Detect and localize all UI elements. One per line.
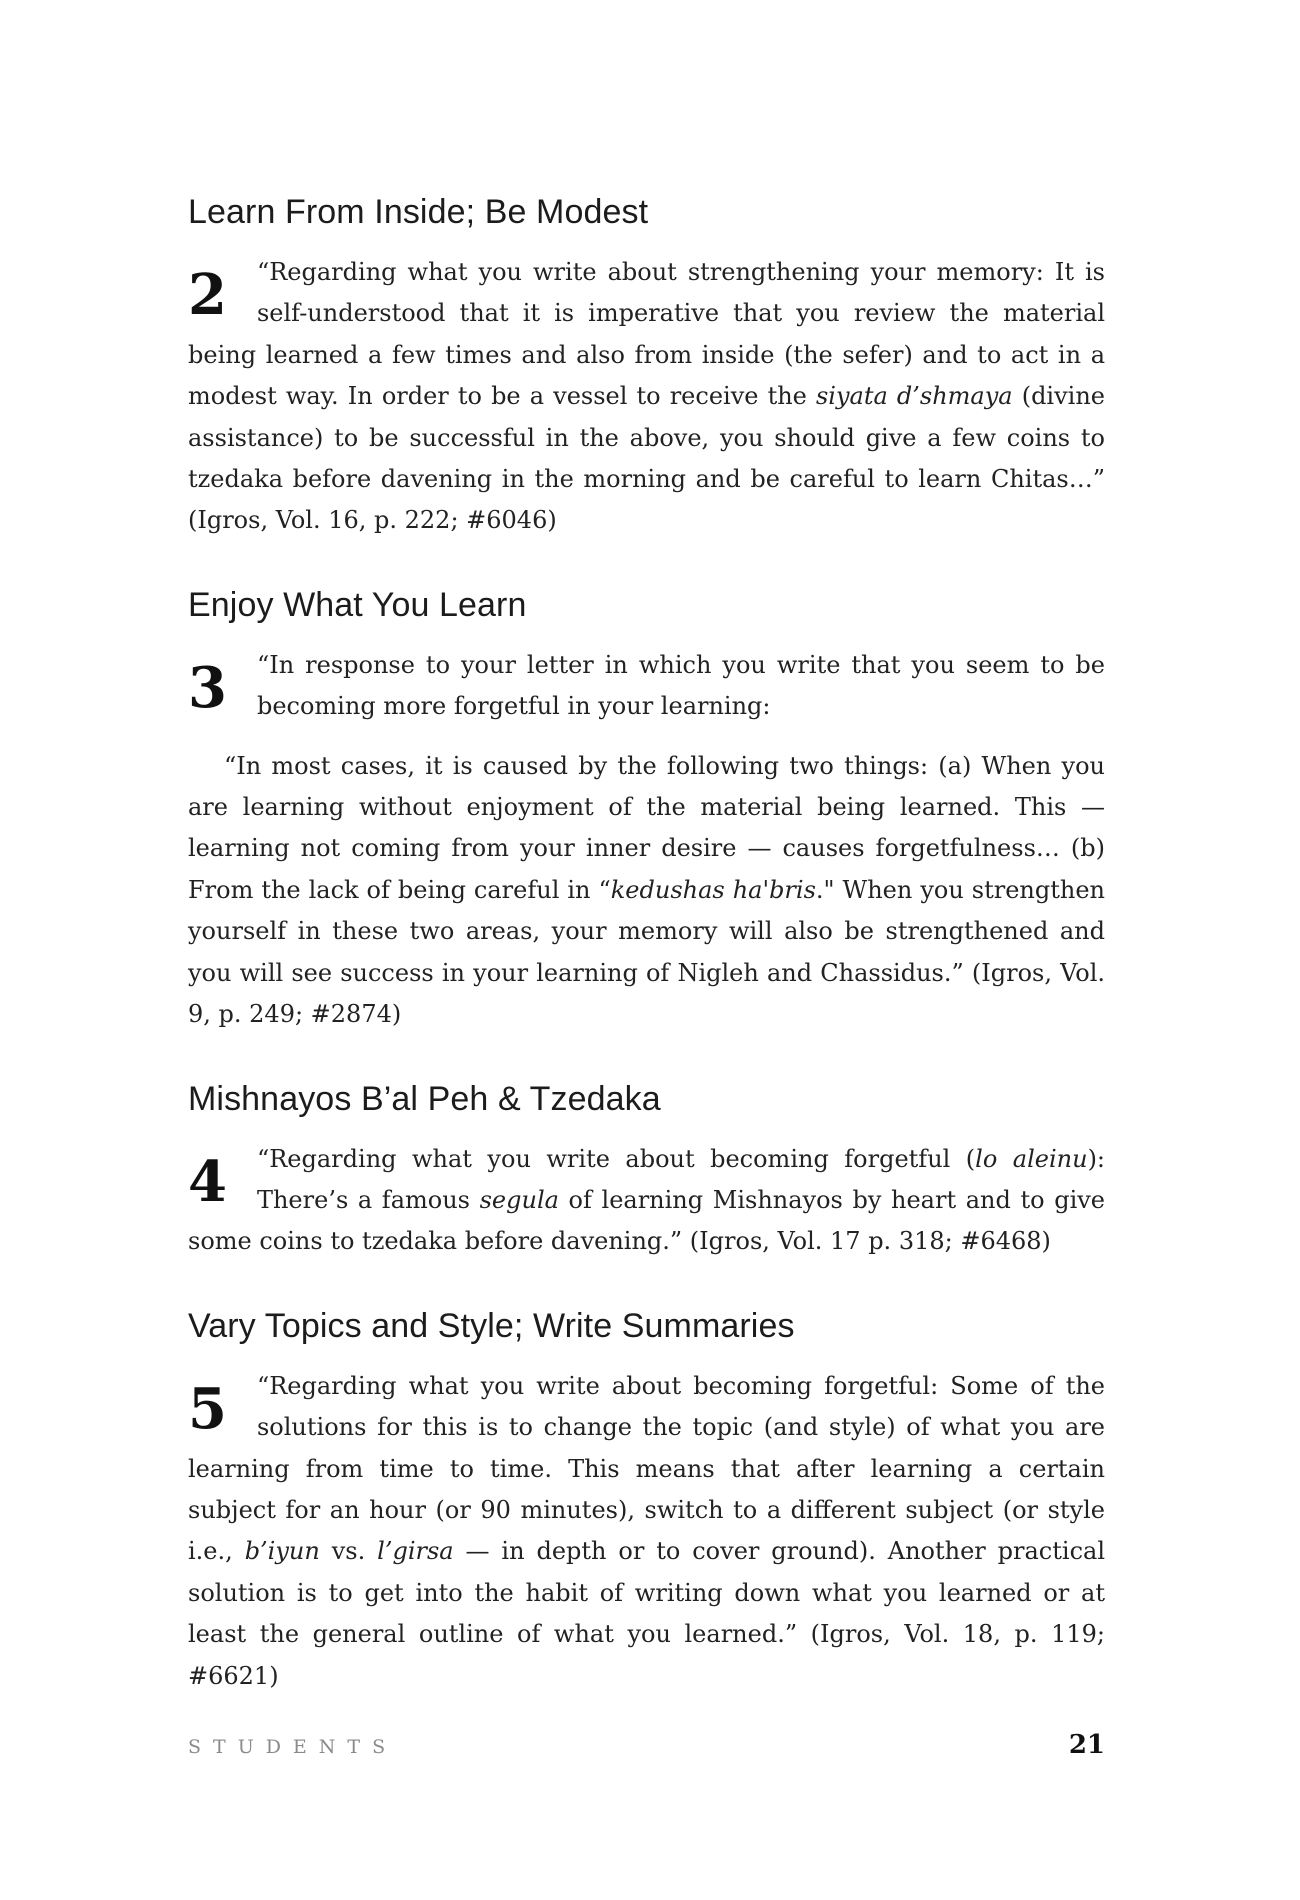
section-paragraph bbox=[188, 645, 1105, 728]
running-head: STUDENTS bbox=[188, 1736, 398, 1758]
text-run: (divine assistance) to be successful in the above, you should give a few coins to tzedaka before davening in the morning and be careful to learn Chitas…” (Igros, Vol. 16, p. 222; #6046) bbox=[188, 382, 1106, 535]
text-run: of learning Mishnayos by heart and to give some coins to tzedaka before davening.” (Igros, Vol. 17 p. 318; #6468) bbox=[188, 1185, 1106, 1256]
text-run: ): There’s a famous bbox=[256, 1144, 1106, 1214]
drop-cap-number: 4 bbox=[188, 1148, 227, 1215]
section-heading: Learn From Inside; Be Modest bbox=[188, 193, 649, 231]
section-3 bbox=[188, 581, 1105, 1036]
page-footer bbox=[188, 1730, 1105, 1766]
text-run: “Regarding what you write about strengthening your memory: It is self-understood that it is imperative that you review the material being learned a few times and also from inside (the sefer) and to act in a modest way. In order to be a vessel to receive the bbox=[188, 258, 1105, 411]
text-run: “In most cases, it is caused by the following two things: (a) When you are learning without enjoyment of the material being learned. This — learning not coming from your inner desire — causes forgetfulness… (b) From the lack of being careful in “ bbox=[188, 751, 1105, 904]
section-paragraph-continued bbox=[188, 746, 1105, 1036]
text-run: “Regarding what you write about becoming forgetful ( bbox=[256, 1144, 976, 1173]
italic-term: lo aleinu bbox=[975, 1144, 1088, 1173]
italic-term: segula bbox=[479, 1185, 559, 1214]
italic-term: kedushas ha'bris bbox=[610, 875, 816, 904]
section-paragraph bbox=[188, 252, 1105, 542]
text-run: “Regarding what you write about becoming forgetful: Some of the solutions for this is to change the topic (and style) of what you are learning from time to time. This means that after learning a certain subject for an hour (or 90 minutes), switch to a different subject (or style i.e., bbox=[188, 1371, 1105, 1566]
drop-cap-number: 2 bbox=[188, 262, 227, 328]
section-heading: Mishnayos B’al Peh & Tzedaka bbox=[188, 1079, 661, 1118]
text-run: “In response to your letter in which you write that you seem to be becoming more forgetful in your learning: bbox=[256, 650, 1105, 721]
section-4 bbox=[188, 1075, 1105, 1263]
section-2 bbox=[188, 188, 1105, 542]
section-5 bbox=[188, 1302, 1105, 1697]
drop-cap-number: 5 bbox=[188, 1375, 227, 1442]
section-heading: Vary Topics and Style; Write Summaries bbox=[188, 1306, 795, 1345]
section-heading: Enjoy What You Learn bbox=[188, 585, 527, 624]
italic-term: b’iyun bbox=[244, 1537, 320, 1566]
italic-term: l’girsa bbox=[377, 1537, 454, 1566]
page-number: 21 bbox=[1068, 1730, 1105, 1760]
text-run: — in depth or to cover ground). Another practical solution is to get into the habit of writing down what you learned or at least the general outline of what you learned.” (Igros, Vol. 18, p. 119; #6621) bbox=[188, 1537, 1105, 1690]
drop-cap-number: 3 bbox=[188, 654, 227, 721]
page-content bbox=[188, 188, 1105, 1736]
text-run: vs. bbox=[319, 1537, 378, 1566]
italic-term: siyata d’shmaya bbox=[815, 382, 1013, 411]
section-paragraph bbox=[188, 1139, 1105, 1263]
section-paragraph bbox=[188, 1366, 1105, 1697]
text-run: ." When you strengthen yourself in these two areas, your memory will also be strengthened and you will see success in your learning of Nigleh and Chassidus.” (Igros, Vol. 9, p. 249; #2874) bbox=[188, 875, 1105, 1029]
